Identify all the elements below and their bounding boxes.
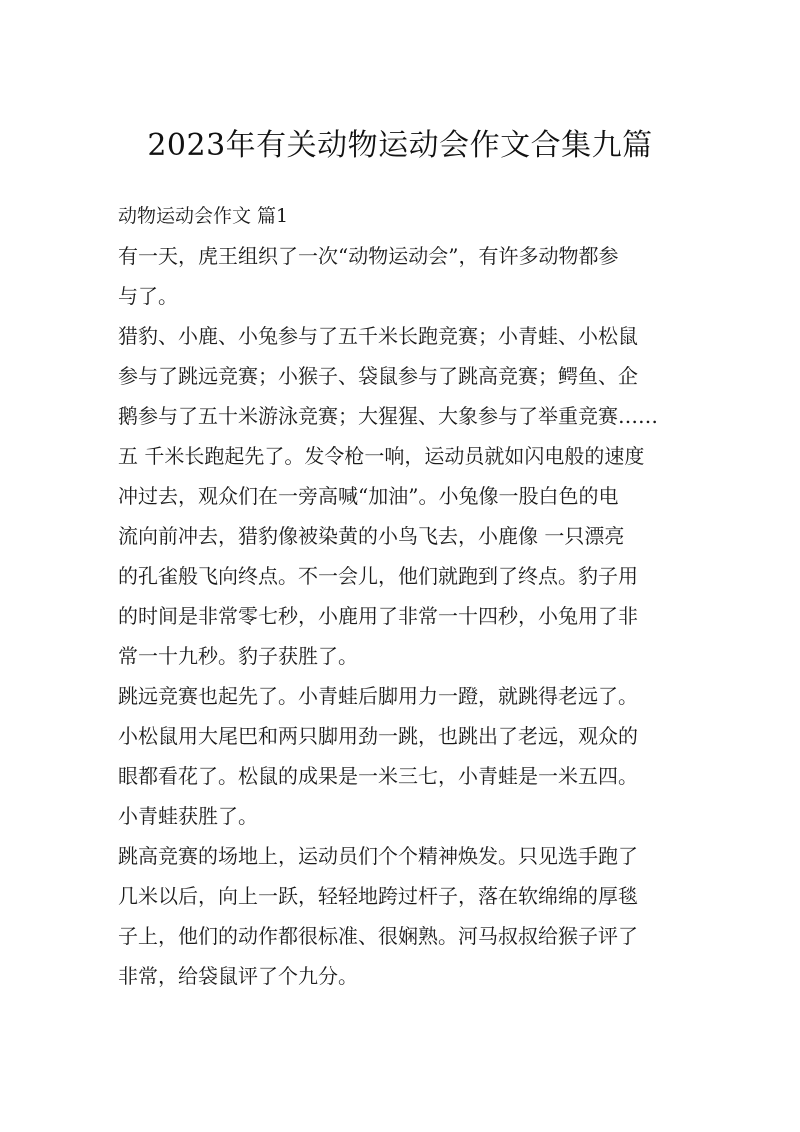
text-line: 眼都看花了。松鼠的成果是一米三七，小青蛙是一米五四。 — [118, 764, 638, 788]
text-line: 五 千米长跑起先了。发令枪一响，运动员就如闪电般的速度 — [118, 444, 645, 468]
text-line: 小松鼠用大尾巴和两只脚用劲一跳，也跳出了老远，观众的 — [118, 724, 638, 748]
text-line: 子上，他们的动作都很标准、很娴熟。河马叔叔给猴子评了 — [118, 924, 638, 948]
section-heading: 动物运动会作文 篇1 — [118, 205, 289, 227]
paragraph-1 — [118, 236, 686, 316]
paragraph-4 — [118, 836, 686, 996]
text-line: 非常，给袋鼠评了个九分。 — [118, 964, 358, 988]
paragraph-3 — [118, 676, 686, 836]
text-line: 跳远竞赛也起先了。小青蛙后脚用力一蹬，就跳得老远了。 — [118, 684, 638, 708]
text-line: 的孔雀般飞向终点。不一会儿，他们就跑到了终点。豹子用 — [118, 564, 638, 588]
text-line: 有一天，虎王组织了一次“动物运动会”，有许多动物都参 — [118, 244, 619, 268]
text-line: 跳高竞赛的场地上，运动员们个个精神焕发。只见选手跑了 — [118, 844, 638, 868]
text-line: 鹅参与了五十米游泳竞赛；大猩猩、大象参与了举重竞赛…… — [118, 404, 658, 428]
text-line: 流向前冲去，猎豹像被染黄的小鸟飞去，小鹿像 一只漂亮 — [118, 524, 625, 548]
document-body — [118, 196, 686, 996]
text-line: 常一十九秒。豹子获胜了。 — [118, 644, 358, 668]
text-line: 参与了跳远竞赛；小猴子、袋鼠参与了跳高竞赛；鳄鱼、企 — [118, 364, 638, 388]
document-title: 2023年有关动物运动会作文合集九篇 — [147, 128, 653, 163]
text-line: 冲过去，观众们在一旁高喊“加油”。小兔像一股白色的电 — [118, 484, 619, 508]
text-line: 几米以后，向上一跃，轻轻地跨过杆子，落在软绵绵的厚毯 — [118, 884, 638, 908]
text-line: 与了。 — [118, 284, 178, 308]
text-line: 猎豹、小鹿、小兔参与了五千米长跑竞赛；小青蛙、小松鼠 — [118, 324, 638, 348]
paragraph-2 — [118, 316, 686, 676]
text-line: 的时间是非常零七秒，小鹿用了非常一十四秒，小兔用了非 — [118, 604, 638, 628]
text-line: 小青蛙获胜了。 — [118, 804, 258, 828]
